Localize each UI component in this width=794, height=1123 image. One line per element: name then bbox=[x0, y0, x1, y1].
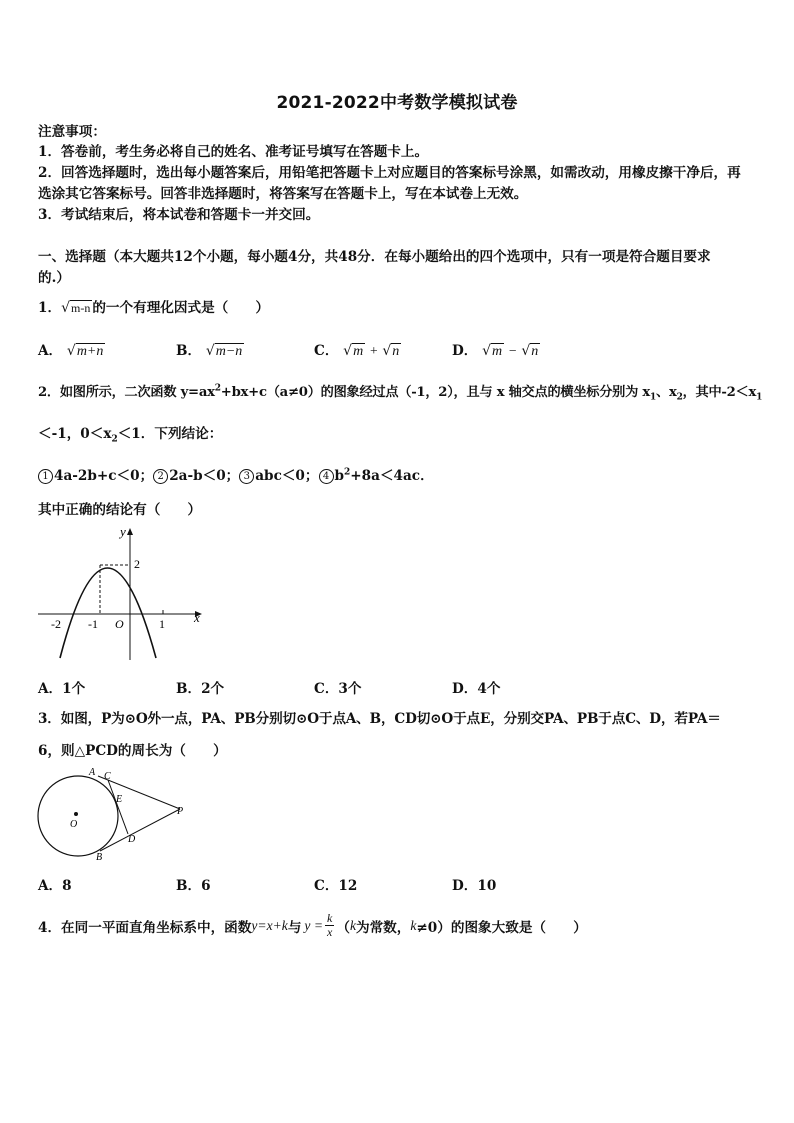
notice-item-3: 3．考试结束后，将本试卷和答题卡一并交回。 bbox=[38, 207, 320, 223]
q2-option-a[interactable]: A．1个 bbox=[38, 681, 86, 697]
func-inverse-lhs: y = bbox=[304, 917, 324, 933]
point-c-label: C bbox=[104, 771, 111, 782]
tangent-pb bbox=[100, 809, 180, 851]
q1-option-b[interactable]: B． √m−n bbox=[176, 343, 243, 359]
q2-question: 其中正确的结论有（ ） bbox=[38, 502, 202, 518]
option-label: C． bbox=[314, 343, 339, 359]
point-p-label: P bbox=[177, 806, 184, 817]
circle-mark: 1 bbox=[38, 469, 53, 484]
tick-label-neg2: -2 bbox=[51, 617, 61, 631]
notice-item-2: 2．回答选择题时，选出每小题答案后，用铅笔把答题卡上对应题目的答案标号涂黑，如需改动，用橡皮擦干净后，再 bbox=[38, 165, 741, 181]
tick-label-1: 1 bbox=[159, 617, 165, 631]
q1-option-c[interactable]: C． √m + √n bbox=[314, 343, 400, 359]
notice-item-1: 1．答卷前，考生务必将自己的姓名、准考证号填写在答题卡上。 bbox=[38, 144, 429, 160]
option-op: + bbox=[369, 343, 378, 358]
q1-option-d[interactable]: D． √m − √n bbox=[452, 343, 539, 359]
notice-item-2-cont: 选涂其它答案标号。回答非选择题时，将答案写在答题卡上，写在本试卷上无效。 bbox=[38, 186, 528, 202]
option-expr: m bbox=[353, 344, 364, 359]
option-expr: m bbox=[492, 344, 503, 359]
section-heading: 一、选择题（本大题共12个小题，每小题4分，共48分．在每小题给出的四个选项中，只有一项是符合题目要求 bbox=[38, 249, 711, 265]
circle-o bbox=[38, 776, 118, 856]
q1-option-a[interactable]: A． √m+n bbox=[38, 343, 104, 359]
q2-option-d[interactable]: D．4个 bbox=[452, 681, 501, 697]
option-expr: n bbox=[392, 344, 400, 359]
question-1 bbox=[38, 296, 269, 316]
origin-label: O bbox=[115, 617, 124, 631]
notice-heading: 注意事项： bbox=[38, 124, 106, 140]
option-op: − bbox=[508, 343, 517, 358]
q3-option-a[interactable]: A．8 bbox=[38, 878, 72, 894]
q2-option-b[interactable]: B．2个 bbox=[176, 681, 225, 697]
q3-option-d[interactable]: D．10 bbox=[452, 878, 497, 894]
circle-mark: 2 bbox=[153, 469, 168, 484]
circle-tangent-figure bbox=[34, 762, 190, 866]
point-d-label: D bbox=[128, 834, 136, 845]
q2-option-c[interactable]: C．3个 bbox=[314, 681, 362, 697]
y-axis-arrow bbox=[127, 528, 133, 535]
circle-mark: 4 bbox=[319, 469, 334, 484]
point-b-label: B bbox=[96, 852, 103, 863]
q2-conclusions: 1 4a-2b+c＜0； 2 2a-b＜0； 3 abc＜0； 4 $b^2+8a<4ac$． bbox=[38, 464, 434, 484]
question-2: 2．如图所示，二次函数 $y=ax^2+bx+c(a\ne 0)$的图象经过点（-1，2），且与 x 轴交点的横坐标分别为 $x_1$、$x_2$，其中$-2<x_1$ bbox=[38, 383, 763, 403]
radicand: m-n bbox=[70, 301, 91, 315]
question-number: 1． bbox=[38, 300, 62, 316]
x-axis-label: x bbox=[194, 610, 200, 625]
question-3-cont: 6，则△PCD的周长为（ ） bbox=[38, 743, 227, 759]
q3-option-b[interactable]: B．6 bbox=[176, 878, 211, 894]
circle-mark: 3 bbox=[239, 469, 254, 484]
tangent-cd bbox=[108, 780, 128, 834]
option-expr: m+n bbox=[76, 344, 104, 359]
point-o-label: O bbox=[70, 819, 78, 830]
question-2-cont: ＜-1，$0<x_2<1$．下列结论： bbox=[38, 426, 223, 445]
question-4: 4．在同一平面直角坐标系中，函数 y=x+k 与 y = $\frac{k}{x}$ （ k 为常数， k ≠0）的图象大致是（ ） bbox=[38, 911, 587, 939]
question-text: 的一个有理化因式是（ ） bbox=[92, 300, 270, 316]
page-title: 2021-2022中考数学模拟试卷 bbox=[276, 93, 518, 113]
option-expr: m−n bbox=[215, 344, 243, 359]
point-e-label: E bbox=[116, 794, 123, 805]
q3-option-c[interactable]: C．12 bbox=[314, 878, 358, 894]
parabola-curve bbox=[60, 568, 156, 658]
option-label: B． bbox=[176, 343, 202, 359]
radical-sign: √ bbox=[61, 300, 70, 316]
tick-label-2: 2 bbox=[134, 557, 140, 571]
section-heading-cont: 的.） bbox=[38, 270, 70, 286]
parabola-graph bbox=[34, 520, 214, 665]
point-a-label: A bbox=[89, 767, 96, 778]
fraction-k-over-x: $\frac{k}{x}$ bbox=[327, 911, 333, 939]
option-label: A． bbox=[38, 343, 63, 359]
center-o bbox=[74, 812, 78, 816]
tick-label-neg1: -1 bbox=[88, 617, 98, 631]
y-axis-label: y bbox=[120, 524, 126, 539]
question-3: 3．如图，P为⊙O外一点，PA、PB分别切⊙O于点A、B，CD切⊙O于点E，分别交PA、PB于点C、D，若PA＝ bbox=[38, 711, 721, 727]
func-linear: y=x+k bbox=[251, 917, 288, 933]
option-expr: n bbox=[531, 344, 539, 359]
option-label: D． bbox=[452, 343, 478, 359]
